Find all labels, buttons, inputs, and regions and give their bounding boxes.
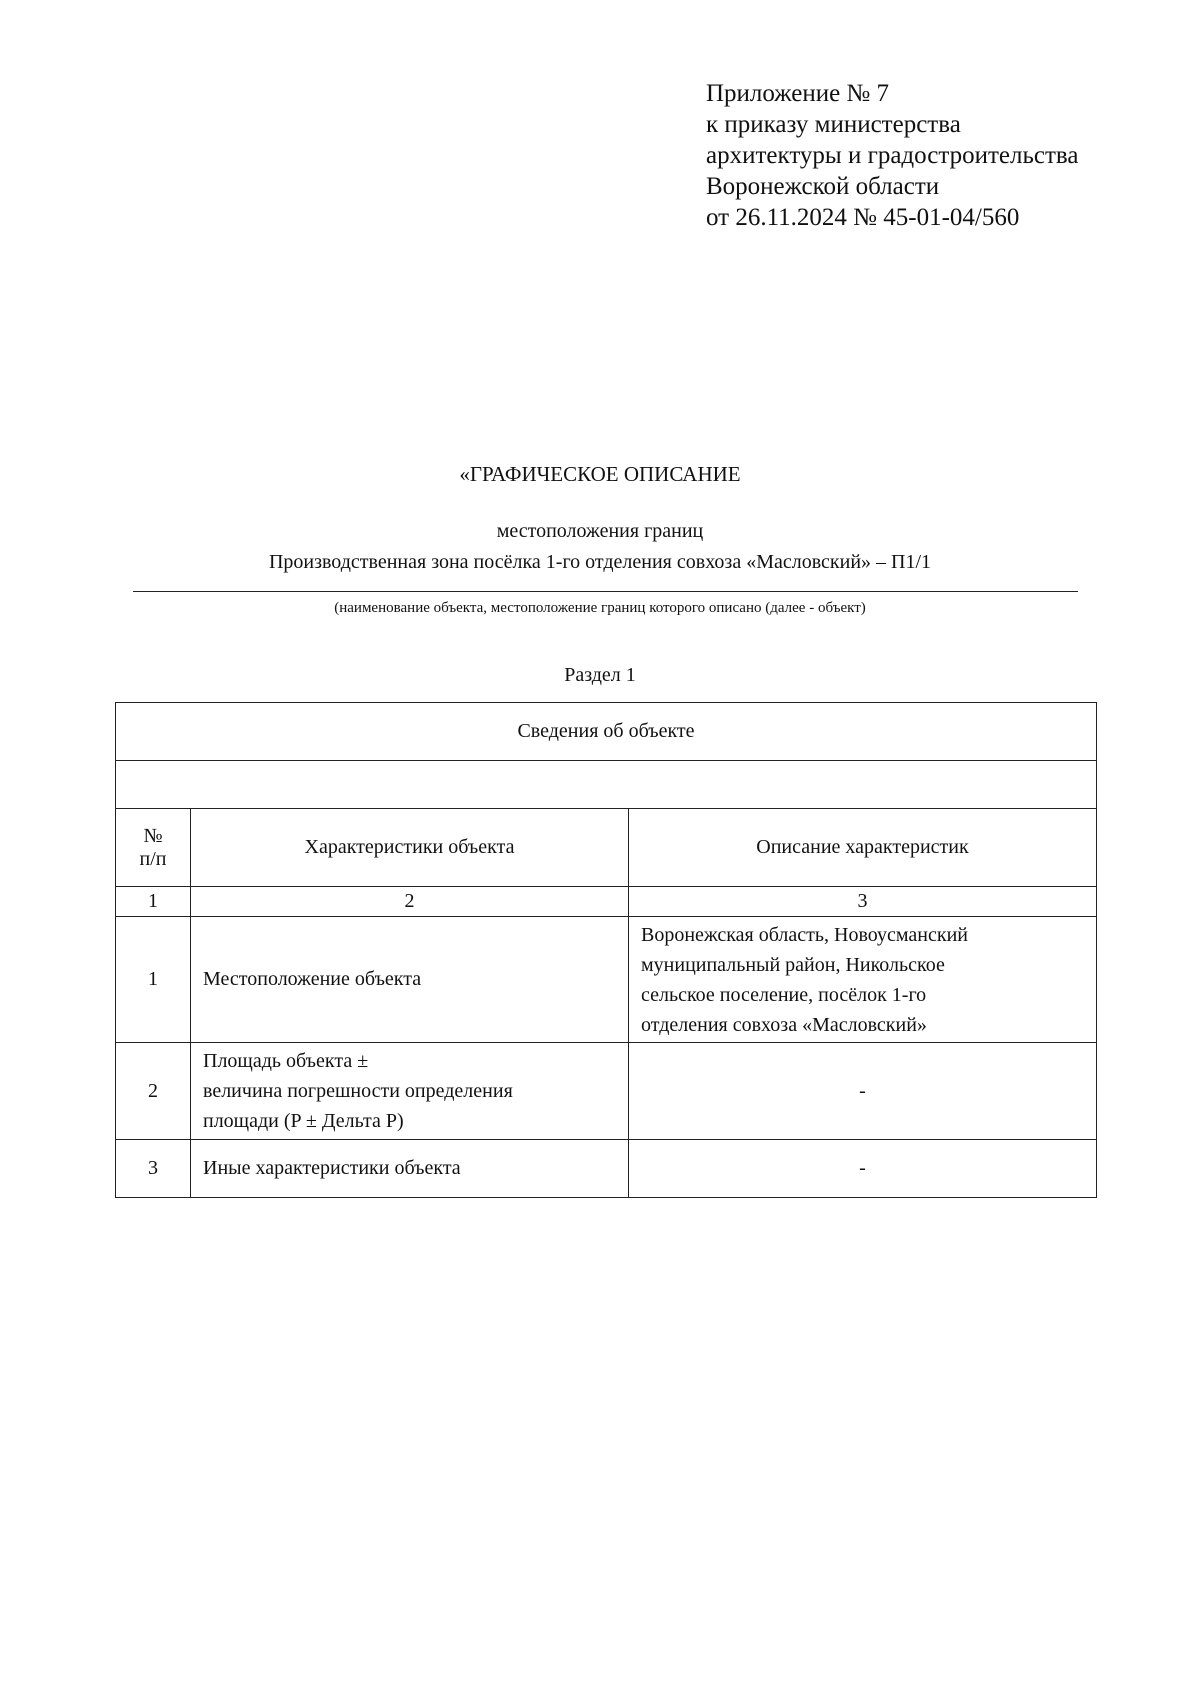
table-empty-cell xyxy=(116,761,1097,809)
row-characteristic-line: величина погрешности определения xyxy=(203,1080,513,1102)
header-number xyxy=(116,809,191,887)
row-number: 3 xyxy=(116,1140,191,1198)
column-number-row xyxy=(116,887,1097,917)
header-number-line: п/п xyxy=(139,847,167,870)
header-characteristics: Характеристики объекта xyxy=(191,809,629,887)
appendix-line: от 26.11.2024 № 45-01-04/560 xyxy=(706,204,1020,231)
appendix-line: архитектуры и градостроительства xyxy=(706,142,1079,169)
row-description-line: - xyxy=(859,1079,866,1102)
row-characteristic-line: площади (P ± Дельта P) xyxy=(203,1110,404,1132)
row-characteristic xyxy=(191,1140,629,1198)
row-characteristic-line: Площадь объекта ± xyxy=(203,1050,369,1072)
row-description xyxy=(629,1140,1097,1198)
row-description-line: отделения совхоза «Масловский» xyxy=(641,1013,927,1036)
column-number: 2 xyxy=(191,887,629,917)
object-info-table xyxy=(115,702,1097,1198)
object-name: Производственная зона посёлка 1-го отделения совхоза «Масловский» – П1/1 xyxy=(268,551,932,573)
row-characteristic-line: Местоположение объекта xyxy=(203,968,422,990)
table-header-row xyxy=(116,809,1097,887)
column-number: 3 xyxy=(629,887,1097,917)
object-name-caption: (наименование объекта, местоположение границ которого описано (далее - объект) xyxy=(334,600,866,616)
appendix-line: Воронежской области xyxy=(706,173,940,200)
table-title-row xyxy=(116,703,1097,761)
table-row xyxy=(116,1043,1097,1140)
row-description-line: Воронежская область, Новоусманский xyxy=(641,923,968,946)
table-title: Сведения об объекте xyxy=(116,703,1097,761)
section-heading: Раздел 1 xyxy=(564,664,636,686)
column-number: 1 xyxy=(116,887,191,917)
row-description xyxy=(629,1043,1097,1140)
appendix-line: к приказу министерства xyxy=(706,111,961,138)
row-number: 2 xyxy=(116,1043,191,1140)
appendix-block xyxy=(706,78,1078,233)
document-title: «ГРАФИЧЕСКОЕ ОПИСАНИЕ xyxy=(459,462,741,486)
row-description xyxy=(629,917,1097,1043)
document-subtitle: местоположения границ xyxy=(496,520,704,542)
table-row xyxy=(116,1140,1097,1198)
row-description-line: сельское поселение, посёлок 1-го xyxy=(641,983,927,1006)
row-characteristic-line: Иные характеристики объекта xyxy=(203,1157,461,1179)
header-description: Описание характеристик xyxy=(629,809,1097,887)
header-number-line: № xyxy=(143,824,163,847)
table-empty-row xyxy=(116,761,1097,809)
row-characteristic xyxy=(191,1043,629,1140)
row-description-line: муниципальный район, Никольское xyxy=(641,953,945,976)
underline-rule xyxy=(133,591,1078,592)
row-characteristic xyxy=(191,917,629,1043)
row-number: 1 xyxy=(116,917,191,1043)
table-row xyxy=(116,917,1097,1043)
row-description-line: - xyxy=(859,1157,866,1179)
appendix-line: Приложение № 7 xyxy=(706,80,890,107)
